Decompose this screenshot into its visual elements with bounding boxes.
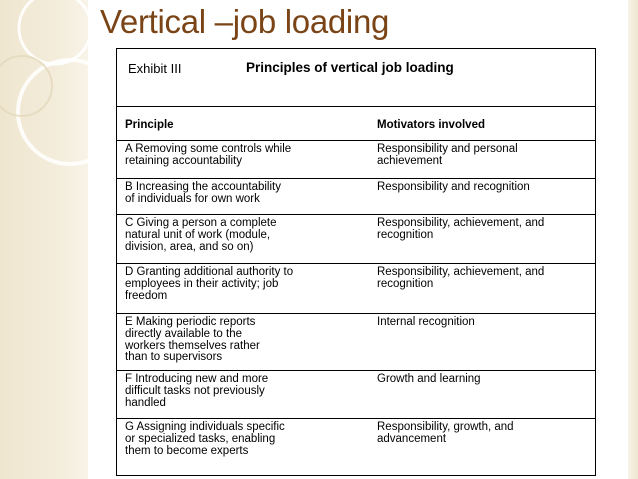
table-row [117, 371, 595, 419]
motivators-cell: Responsibility, achievement, and recognition [377, 217, 545, 241]
table-row [117, 314, 595, 371]
motivators-cell: Internal recognition [377, 316, 475, 328]
exhibit-header [117, 49, 595, 107]
motivators-cell: Growth and learning [377, 373, 481, 385]
motivators-cell: Responsibility and recognition [377, 181, 530, 193]
exhibit-table [116, 48, 596, 476]
exhibit-title: Principles of vertical job loading [246, 60, 454, 75]
motivators-cell: Responsibility and personal achievement [377, 143, 518, 167]
principle-cell: E Making periodic reports directly available to the workers themselves rather than to supervisors [125, 316, 260, 364]
table-row [117, 141, 595, 179]
table-row [117, 264, 595, 314]
exhibit-label: Exhibit III [128, 61, 182, 76]
principle-cell: G Assigning individuals specific or specialized tasks, enabling them to become experts [125, 421, 285, 457]
principle-cell: F Introducing new and more difficult tasks not previously handled [125, 373, 269, 409]
table-row [117, 215, 595, 264]
motivators-cell: Responsibility, growth, and advancement [377, 421, 514, 445]
column-header-motivators: Motivators involved [377, 119, 485, 131]
deco-circle-1 [19, 0, 91, 64]
principle-cell: B Increasing the accountability of individuals for own work [125, 181, 281, 205]
principle-cell: A Removing some controls while retaining accountability [125, 143, 292, 167]
right-decorative-strip [628, 0, 638, 479]
motivators-cell: Responsibility, achievement, and recognition [377, 266, 545, 290]
table-row [117, 419, 595, 475]
column-headers [117, 107, 595, 141]
principle-cell: D Granting additional authority to employees in their activity; job freedom [125, 266, 294, 302]
deco-circle-2 [18, 60, 120, 164]
column-header-principle: Principle [125, 119, 174, 131]
table-row [117, 179, 595, 215]
principle-cell: C Giving a person a complete natural unit of work (module, division, area, and so on) [125, 217, 277, 253]
slide-title: Vertical –job loading [100, 3, 390, 40]
decorative-circles [0, 0, 120, 479]
